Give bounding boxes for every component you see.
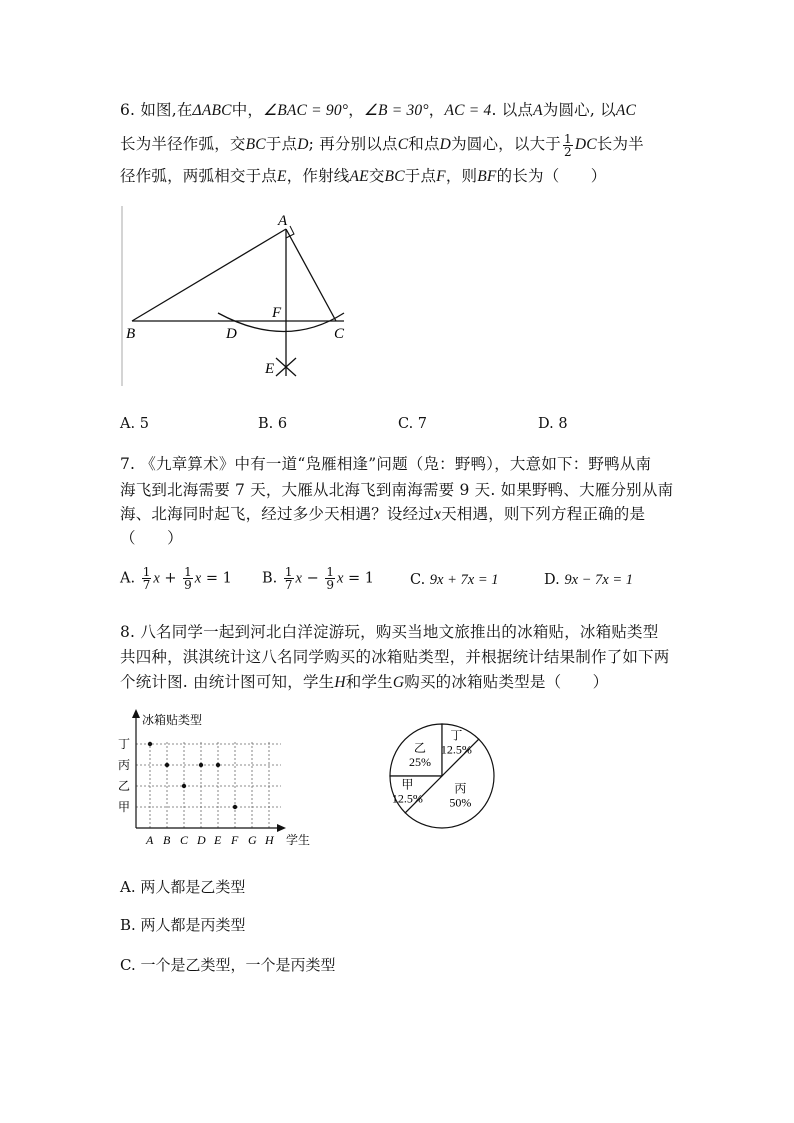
x-tick-labels (145, 833, 275, 847)
text: 为圆心，以大于 (451, 135, 561, 153)
y-axis-label: 冰箱贴类型 (142, 713, 203, 727)
text: 于点 (265, 135, 298, 153)
scatter-point (233, 805, 237, 809)
q8-option-b[interactable]: B. 两人都是丙类型 (120, 916, 246, 934)
label-a: A (278, 213, 288, 229)
text: 和学生 (345, 673, 393, 691)
scatter-grid (136, 742, 281, 828)
denominator: 9 (184, 578, 192, 592)
math-expression: 9x − 7x = 1 (564, 572, 634, 588)
q6-line-2 (120, 132, 644, 158)
q7-option-a[interactable] (120, 566, 232, 591)
q6-option-b[interactable]: B. 6 (258, 416, 288, 432)
text: ，则 (445, 167, 478, 185)
q6-line-3 (120, 164, 607, 186)
q6-option-c[interactable]: C. 7 (398, 416, 428, 432)
text: 购买的冰箱贴类型是（ ） (404, 673, 609, 691)
math-var: x (336, 570, 344, 587)
x-tick-label: B (163, 833, 171, 847)
numerator: 1 (284, 565, 293, 579)
x-tick-label: G (248, 833, 257, 847)
fraction (284, 566, 294, 591)
text: 长为半 (596, 135, 644, 153)
y-tick-label: 乙 (118, 779, 131, 793)
math-point: A (533, 102, 543, 119)
math-rhs: = 1 (205, 570, 232, 587)
option-label: C. (410, 572, 426, 588)
denominator: 7 (142, 578, 151, 592)
y-tick-label: 丙 (118, 758, 131, 772)
text: . 以点 (491, 101, 534, 119)
x-tick-label: F (231, 833, 239, 847)
option-label: D. (544, 572, 560, 588)
math-var: G (392, 674, 405, 691)
x-tick-label: H (265, 833, 274, 847)
text: 径作弧，两弧相交于点 (120, 167, 278, 185)
x-tick-label: C (180, 833, 189, 847)
pie-slice-name: 丙 (454, 781, 467, 796)
math-var: x (194, 570, 202, 587)
math-point: D (439, 136, 452, 153)
q6-option-d[interactable]: D. 8 (538, 416, 568, 432)
text: ，作射线 (286, 167, 350, 185)
pie-slice-value: 50% (449, 795, 472, 810)
fraction-half (563, 133, 573, 158)
math-angle-bac: ∠BAC = 90° (263, 102, 349, 119)
text: ， (428, 101, 445, 119)
text: 个统计图. 由统计图可知，学生 (120, 673, 335, 691)
x-tick-label: D (197, 833, 206, 847)
math-point: D (297, 136, 309, 153)
q7-line-2: 海飞到北海需要 7 天，大雁从北海飞到南海需要 9 天. 如果野鸭、大雁分别从南 (120, 481, 674, 499)
y-axis-arrow (132, 709, 140, 718)
q7-line-4: （ ） (120, 529, 183, 547)
math-var: H (334, 674, 346, 691)
pie-slice-name: 甲 (401, 777, 414, 792)
math-point: F (436, 168, 446, 185)
math-ac: AC = 4 (444, 102, 492, 119)
math-segment: BC (384, 168, 405, 185)
scatter-point (216, 763, 220, 767)
math-rhs: = 1 (348, 570, 374, 587)
text: 天相遇，则下列方程正确的是 (441, 505, 646, 523)
math-var: x (295, 570, 302, 587)
segment-ab (132, 229, 286, 321)
text: ， (348, 101, 364, 119)
pie-slice-value: 12.5% (440, 742, 472, 757)
text: 和点 (408, 135, 440, 153)
math-segment: DC (574, 136, 597, 153)
label-c: C (334, 326, 345, 342)
fraction (142, 566, 152, 591)
q8-line-1: 8. 八名同学一起到河北白洋淀游玩，购买当地文旅推出的冰箱贴，冰箱贴类型 (120, 623, 659, 641)
pie-slices (390, 724, 494, 828)
math-segment: BF (477, 168, 497, 185)
q7-line-1: 7. 《九章算术》中有一道“凫雁相逢”问题（凫：野鸭），大意如下：野鸭从南 (120, 455, 652, 473)
q7-option-d[interactable] (544, 572, 633, 589)
math-segment: BC (245, 136, 266, 153)
label-d: D (226, 326, 237, 342)
scatter-point (148, 742, 152, 746)
text: 长为半径作弧，交 (120, 135, 246, 153)
math-var-x: x (434, 506, 442, 523)
x-tick-label: A (146, 833, 154, 847)
math-point: E (277, 168, 287, 185)
text: 交 (368, 167, 385, 185)
text: 的长为（ ） (496, 167, 607, 185)
q6-line-1 (120, 98, 636, 120)
pie-slice-value: 12.5% (391, 791, 423, 806)
scatter-chart (114, 706, 326, 852)
q7-option-b[interactable] (262, 566, 374, 591)
scatter-point (182, 784, 186, 788)
x-axis-arrow (277, 824, 286, 832)
text: 中， (231, 101, 264, 119)
math-angle-b: ∠B = 30° (363, 102, 429, 119)
text: 海、北海同时起飞，经过多少天相遇？设经过 (120, 505, 435, 523)
numerator: 1 (326, 565, 334, 579)
option-label: A. (120, 570, 136, 587)
text: 为圆心, 以 (542, 101, 616, 119)
y-tick-label: 甲 (118, 800, 131, 814)
text: 6. 如图,在 (120, 101, 193, 119)
q6-option-a[interactable]: A. 5 (120, 416, 149, 432)
denominator: 7 (284, 578, 293, 592)
numerator: 1 (563, 131, 572, 146)
x-tick-label: E (214, 833, 222, 847)
math-operator: + (164, 570, 177, 587)
math-var: x (153, 570, 160, 587)
denominator: 9 (326, 578, 334, 592)
scatter-point (199, 763, 203, 767)
q8-option-c[interactable]: C. 一个是乙类型，一个是丙类型 (120, 956, 336, 974)
fraction (183, 566, 193, 591)
math-segment: AE (349, 168, 369, 185)
q8-line-3 (120, 670, 608, 692)
pie-chart (385, 714, 505, 840)
numerator: 1 (142, 565, 151, 579)
q7-option-c[interactable] (410, 572, 499, 589)
y-tick-labels (118, 737, 130, 814)
pie-slice-name: 乙 (413, 740, 426, 755)
numerator: 1 (184, 565, 192, 579)
segment-ac (286, 229, 336, 321)
q8-line-2: 共四种，淇淇统计这八名同学购买的冰箱贴类型，并根据统计结果制作了如下两 (120, 648, 670, 666)
denominator: 2 (563, 144, 572, 159)
option-label: B. (262, 570, 278, 587)
label-e: E (265, 361, 275, 377)
q7-line-3 (120, 502, 645, 524)
scatter-points (148, 742, 237, 809)
pie-slice-name: 丁 (450, 728, 463, 743)
x-axis-label: 学生 (286, 833, 311, 847)
scatter-point (165, 763, 169, 767)
label-f: F (272, 305, 282, 321)
q8-option-a[interactable]: A. 两人都是乙类型 (120, 878, 246, 896)
text: ; 再分别以点 (308, 135, 398, 153)
math-expression: 9x + 7x = 1 (429, 572, 499, 588)
geometry-figure (110, 200, 370, 390)
fraction (325, 566, 335, 591)
label-b: B (126, 326, 136, 342)
pie-slice-value: 25% (408, 754, 431, 769)
text: 于点 (404, 167, 437, 185)
math-point: C (397, 136, 409, 153)
math-operator: − (306, 570, 319, 587)
math-triangle: ΔABC (192, 102, 232, 119)
math-segment: AC (615, 102, 637, 119)
y-tick-label: 丁 (118, 737, 131, 751)
